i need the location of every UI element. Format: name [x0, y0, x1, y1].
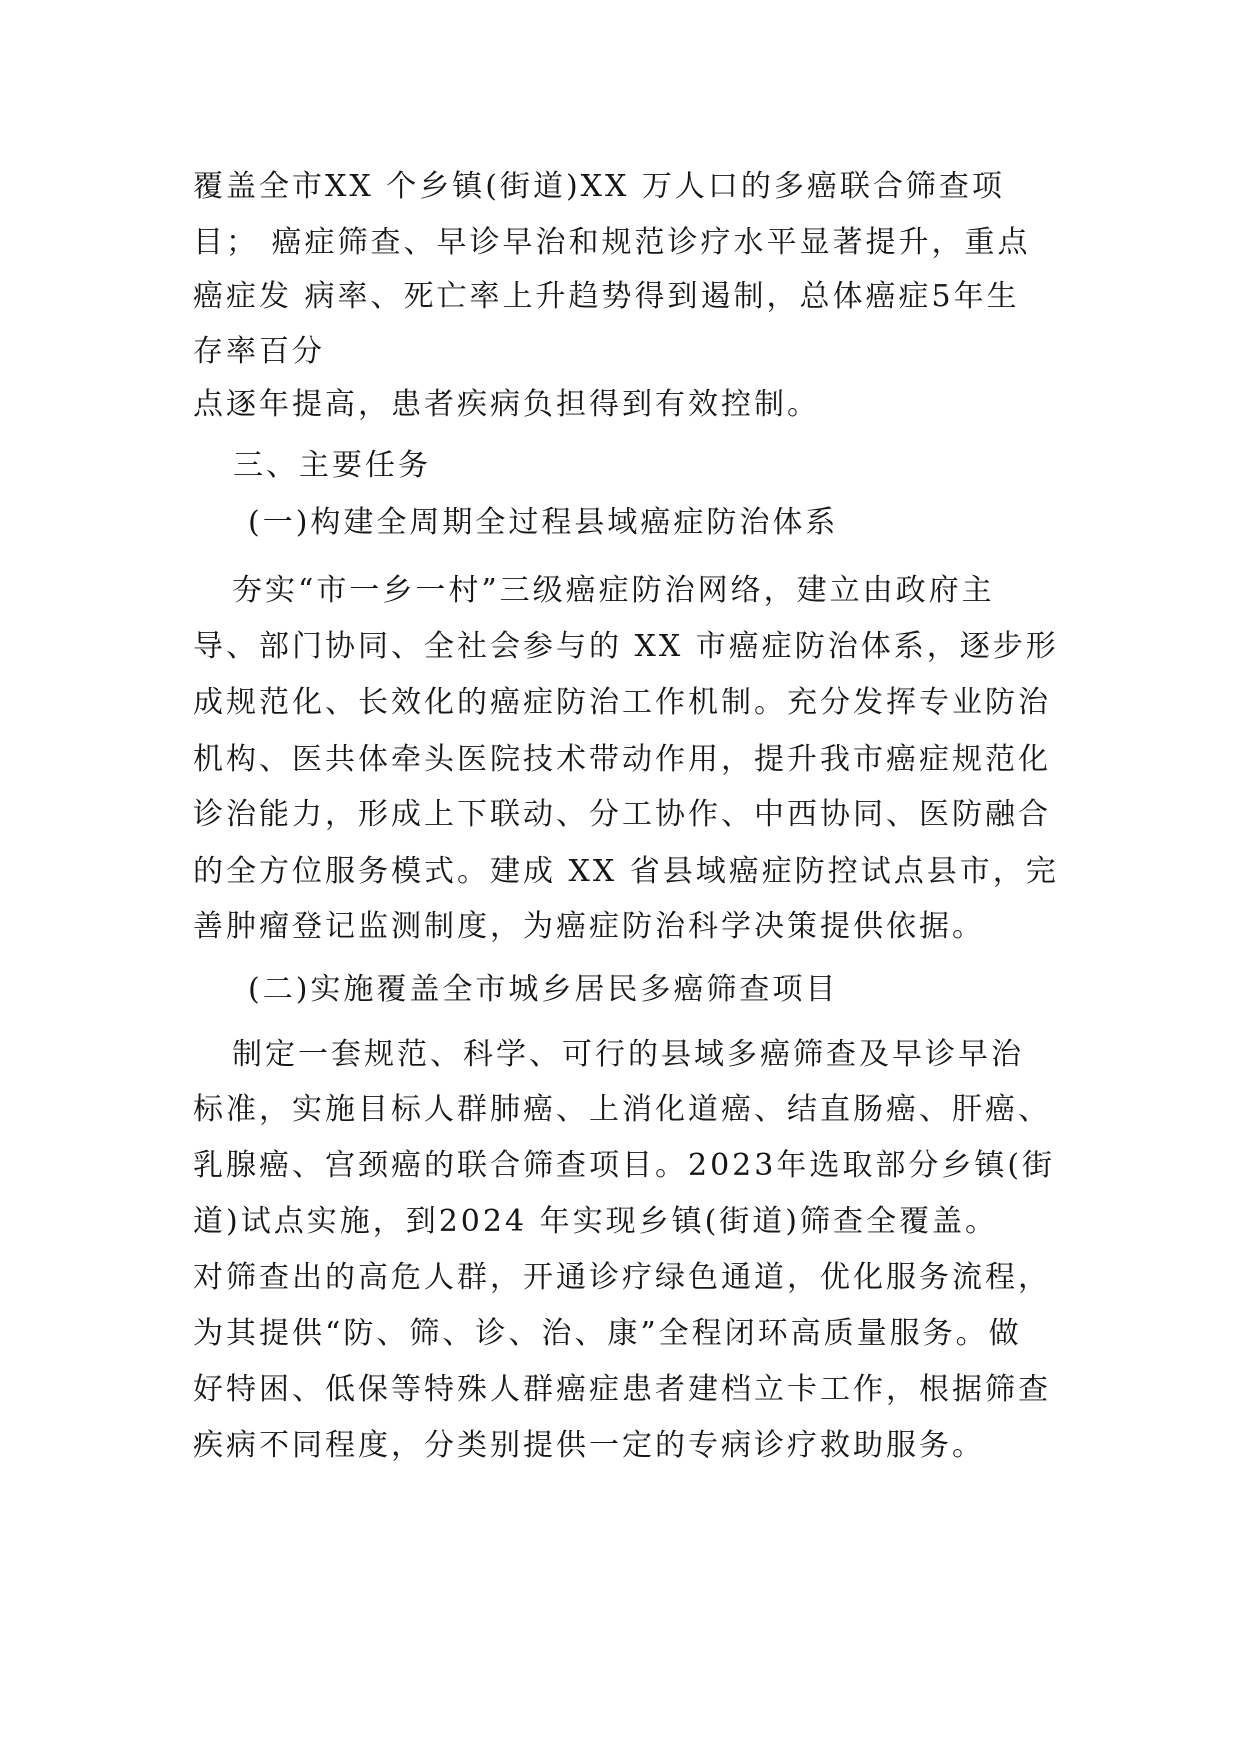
body-text-line: 制定一套规范、科学、可行的县域多癌筛查及早诊早治	[232, 1037, 1024, 1072]
body-text-line: 为其提供“防、筛、诊、治、康”全程闭环高质量服务。做	[193, 1316, 1022, 1351]
body-text-line: 点逐年提高，患者疾病负担得到有效控制。	[193, 387, 820, 422]
subsection-heading: (二)实施覆盖全市城乡居民多癌筛查项目	[248, 972, 839, 1007]
body-text-line: 道)试点实施，到2024 年实现乡镇(街道)筛查全覆盖。	[193, 1204, 998, 1239]
body-text-line: 成规范化、长效化的癌症防治工作机制。充分发挥专业防治	[193, 685, 1051, 720]
body-text-line: 疾病不同程度，分类别提供一定的专病诊疗救助服务。	[193, 1428, 985, 1463]
body-text-line: 夯实“市一乡一村”三级癌症防治网络，建立由政府主	[232, 573, 995, 608]
body-text-line: 癌症发 病率、死亡率上升趋势得到遏制，总体癌症5年生	[193, 279, 1020, 314]
body-text-line: 乳腺癌、宫颈癌的联合筛查项目。2023年选取部分乡镇(街	[193, 1148, 1056, 1183]
body-text-line: 对筛查出的高危人群，开通诊疗绿色通道，优化服务流程，	[193, 1260, 1051, 1295]
body-text-line: 导、部门协同、全社会参与的 XX 市癌症防治体系，逐步形	[193, 629, 1059, 664]
body-text-line: 存率百分	[193, 334, 325, 369]
body-text-line: 诊治能力，形成上下联动、分工协作、中西协同、医防融合	[193, 797, 1051, 832]
body-text-line: 机构、医共体牵头医院技术带动作用，提升我市癌症规范化	[193, 742, 1051, 777]
body-text-line: 的全方位服务模式。建成 XX 省县域癌症防控试点县市，完	[193, 854, 1059, 889]
body-text-line: 目； 癌症筛查、早诊早治和规范诊疗水平显著提升，重点	[193, 225, 1031, 260]
body-text-line: 好特困、低保等特殊人群癌症患者建档立卡工作，根据筛查	[193, 1372, 1051, 1407]
subsection-heading: (一)构建全周期全过程县域癌症防治体系	[248, 505, 839, 540]
body-text-line: 标准，实施目标人群肺癌、上消化道癌、结直肠癌、肝癌、	[193, 1092, 1051, 1127]
section-heading: 三、主要任务	[233, 448, 431, 483]
body-text-line: 善肿瘤登记监测制度，为癌症防治科学决策提供依据。	[193, 909, 985, 944]
body-text-line: 覆盖全市XX 个乡镇(街道)XX 万人口的多癌联合筛查项	[193, 169, 1005, 204]
